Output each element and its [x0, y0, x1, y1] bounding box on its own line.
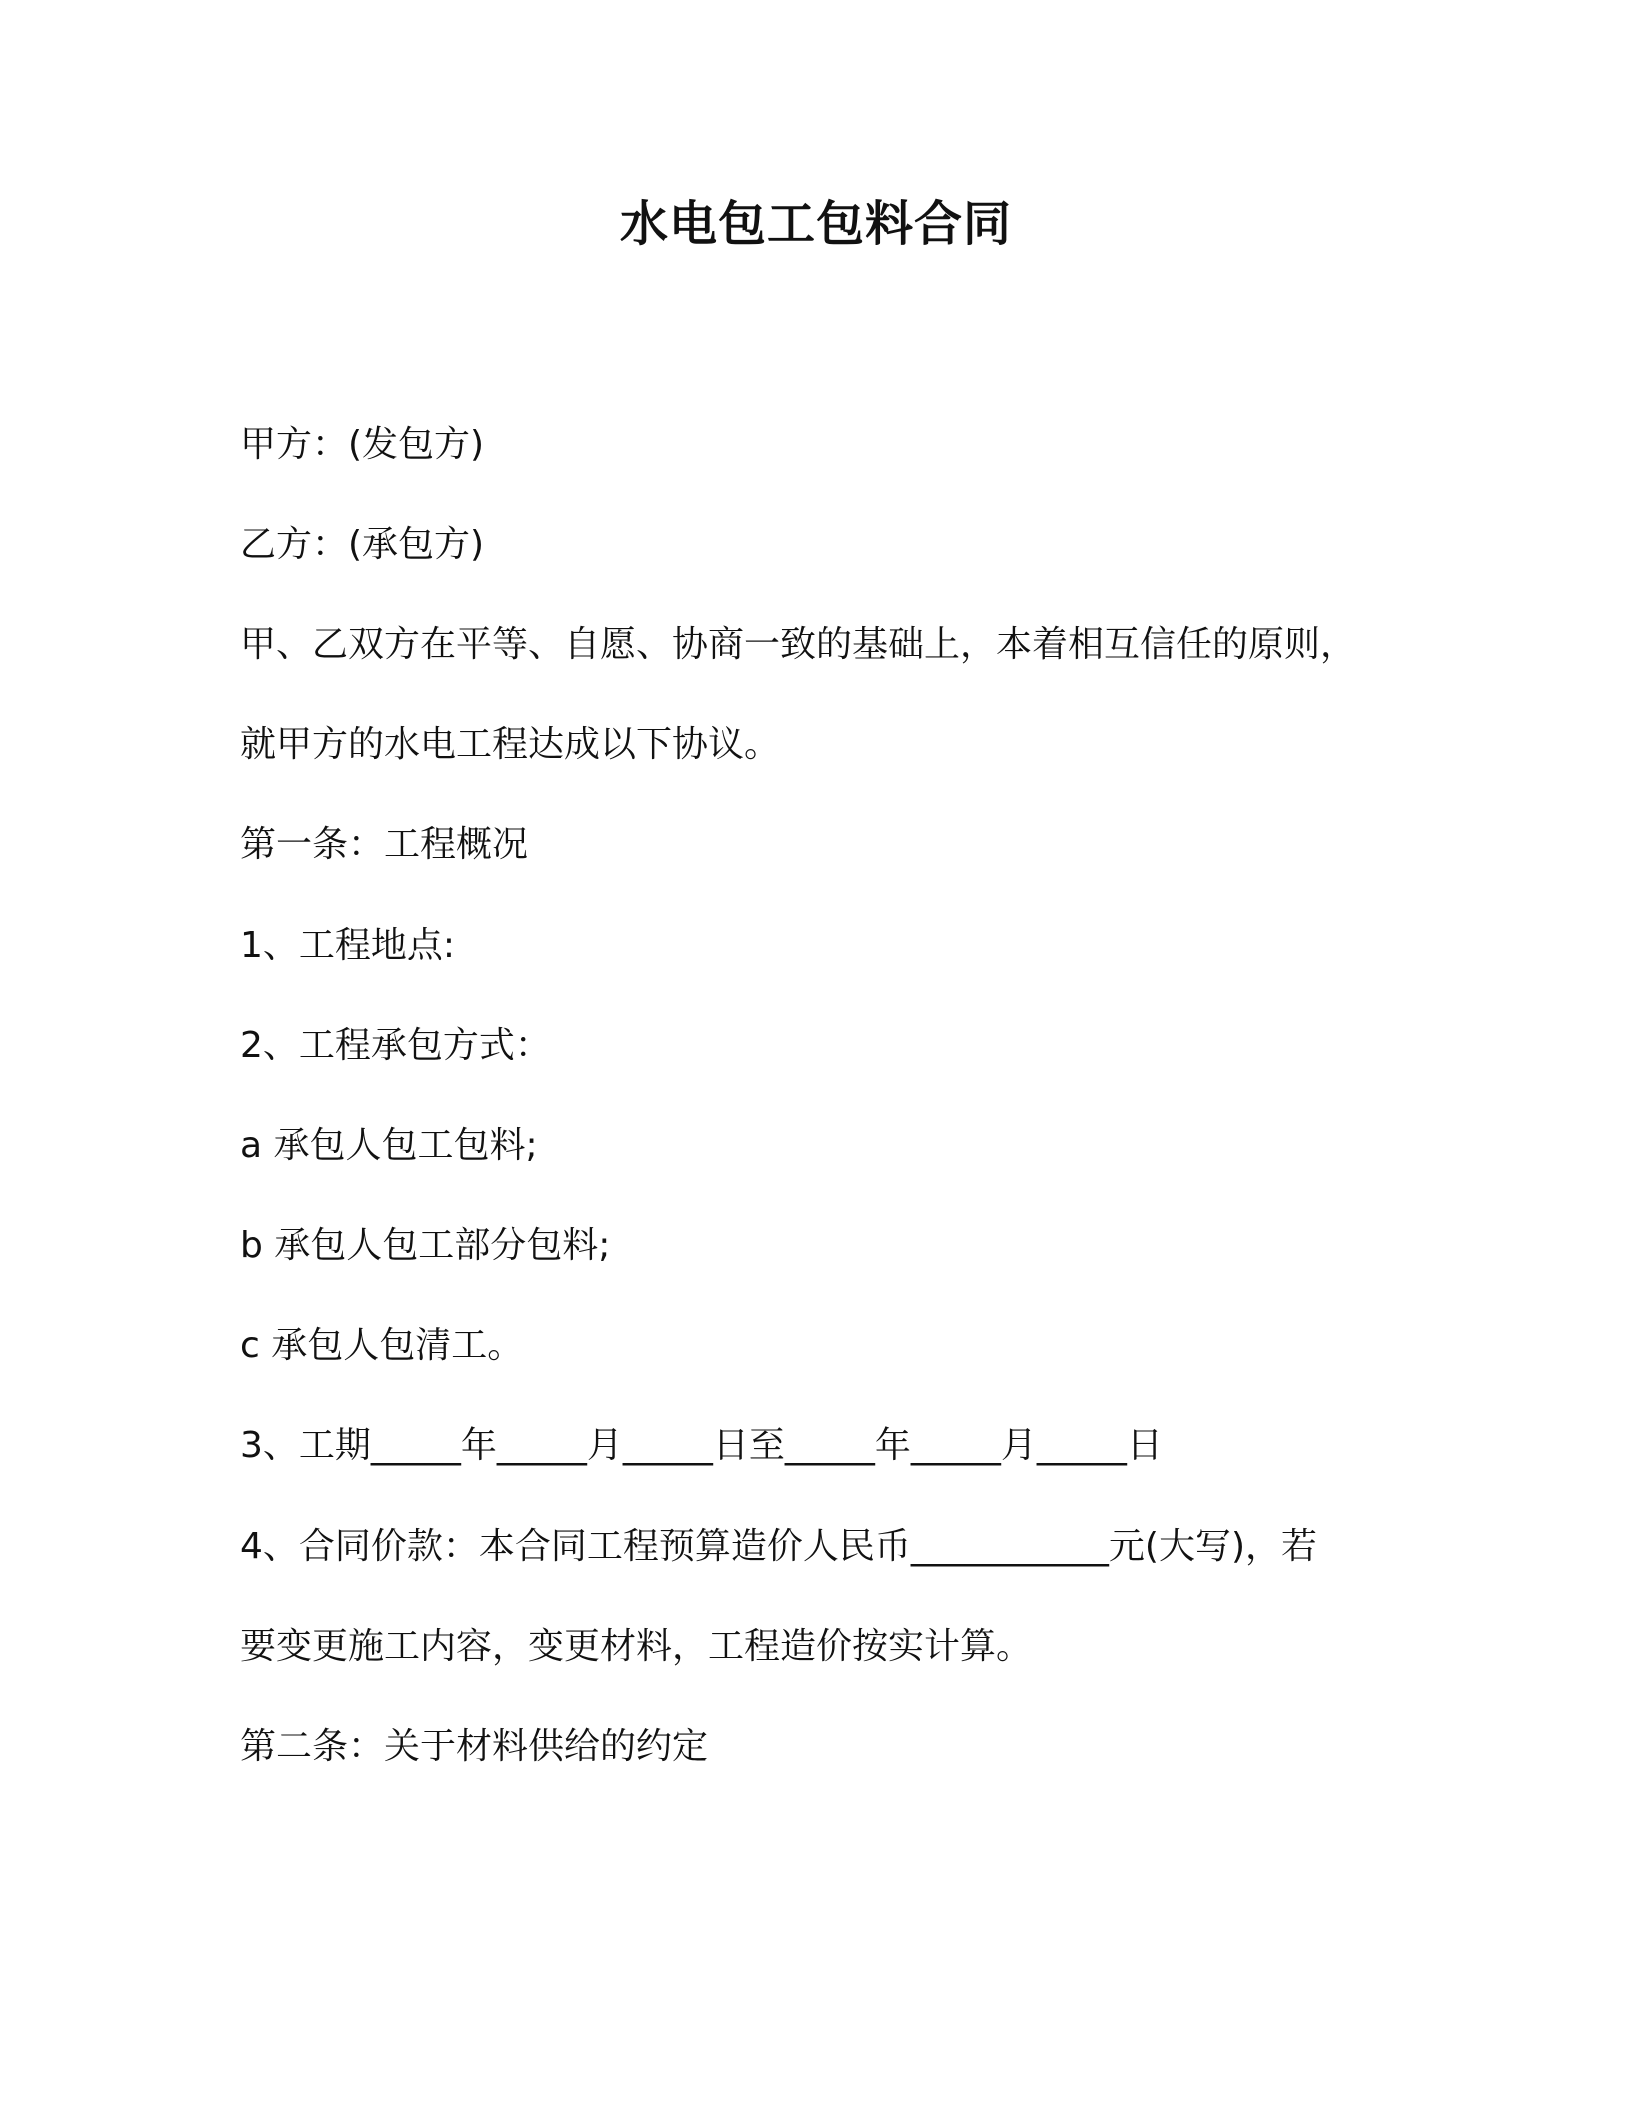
preamble-line-1: 甲、乙双方在平等、自愿、协商一致的基础上，本着相互信任的原则， [240, 624, 1357, 665]
contract-price-line-1: 4、合同价款：本合同工程预算造价人民币___________元(大写)，若 [240, 1526, 1317, 1567]
preamble-line-2: 就甲方的水电工程达成以下协议。 [240, 724, 781, 765]
option-b-line: b 承包人包工部分包料; [240, 1225, 611, 1266]
contract-price-line-2: 要变更施工内容，变更材料，工程造价按实计算。 [240, 1626, 1033, 1667]
project-location-line: 1、工程地点: [240, 925, 456, 966]
party-a-line: 甲方：(发包方) [240, 424, 485, 465]
party-b-line: 乙方：(承包方) [240, 524, 485, 565]
document-title: 水电包工包料合同 [619, 196, 1012, 252]
article-1-heading: 第一条：工程概况 [240, 824, 529, 865]
article-2-heading: 第二条：关于材料供给的约定 [240, 1726, 709, 1767]
schedule-line: 3、工期_____年_____月_____日至_____年_____月_____日 [240, 1425, 1163, 1466]
option-a-line: a 承包人包工包料; [240, 1125, 538, 1166]
option-c-line: c 承包人包清工。 [240, 1325, 524, 1366]
contract-method-line: 2、工程承包方式： [240, 1025, 551, 1066]
